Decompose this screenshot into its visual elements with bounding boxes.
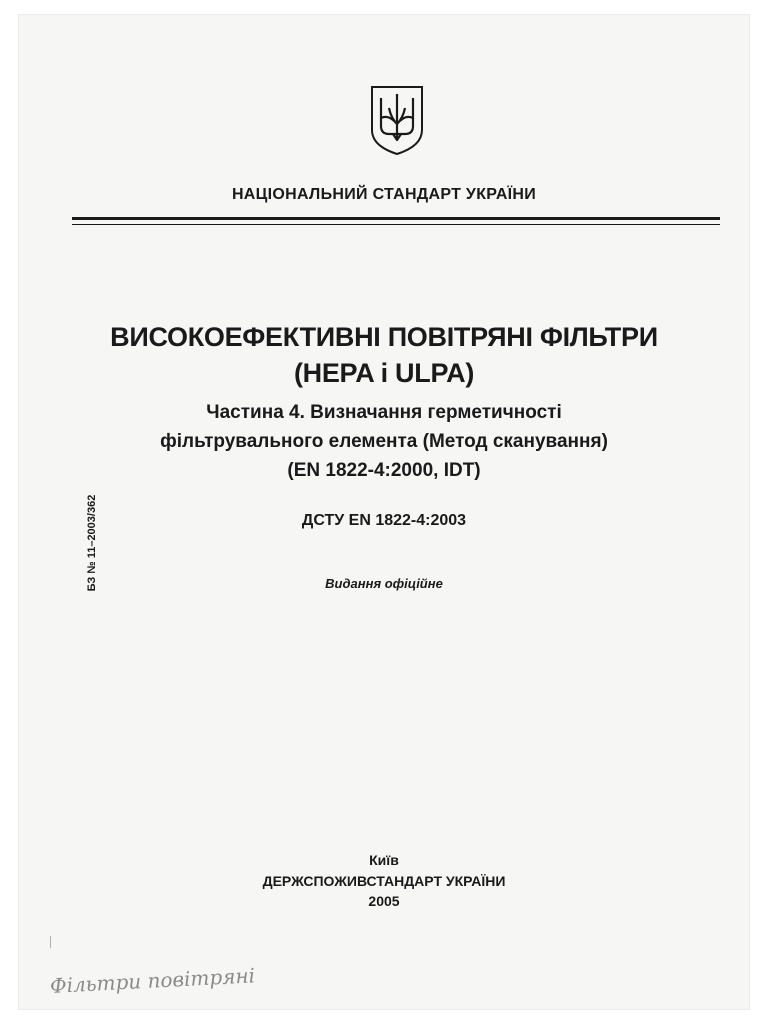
document-title-line-1: ВИСОКОЕФЕКТИВНІ ПОВІТРЯНІ ФІЛЬТРИ bbox=[110, 322, 658, 352]
subtitle-line-1: Частина 4. Визначання герметичності bbox=[206, 402, 562, 423]
footer-city: Київ bbox=[369, 852, 399, 868]
trident-emblem-icon bbox=[369, 84, 425, 156]
subtitle-line-3: (EN 1822-4:2000, IDT) bbox=[287, 460, 481, 481]
standard-designation: ДСТУ EN 1822-4:2003 bbox=[301, 512, 467, 529]
header-rule-thick bbox=[72, 217, 720, 220]
national-standard-label: НАЦІОНАЛЬНИЙ СТАНДАРТ УКРАЇНИ bbox=[231, 186, 537, 203]
margin-mark bbox=[50, 936, 51, 948]
footer-year: 2005 bbox=[368, 893, 400, 909]
subtitle-line-2: фільтрувального елемента (Метод сканування) bbox=[160, 431, 608, 452]
handwritten-note: Фільтри повітряні bbox=[49, 963, 256, 998]
side-registration-code: БЗ № 11–2003/362 bbox=[86, 494, 98, 592]
document-title-line-2: (HEPA і ULPA) bbox=[293, 358, 475, 388]
footer-publisher: ДЕРЖСПОЖИВСТАНДАРТ УКРАЇНИ bbox=[262, 873, 506, 889]
header-rule-thin bbox=[72, 224, 720, 225]
edition-label: Видання офіційне bbox=[325, 576, 443, 591]
